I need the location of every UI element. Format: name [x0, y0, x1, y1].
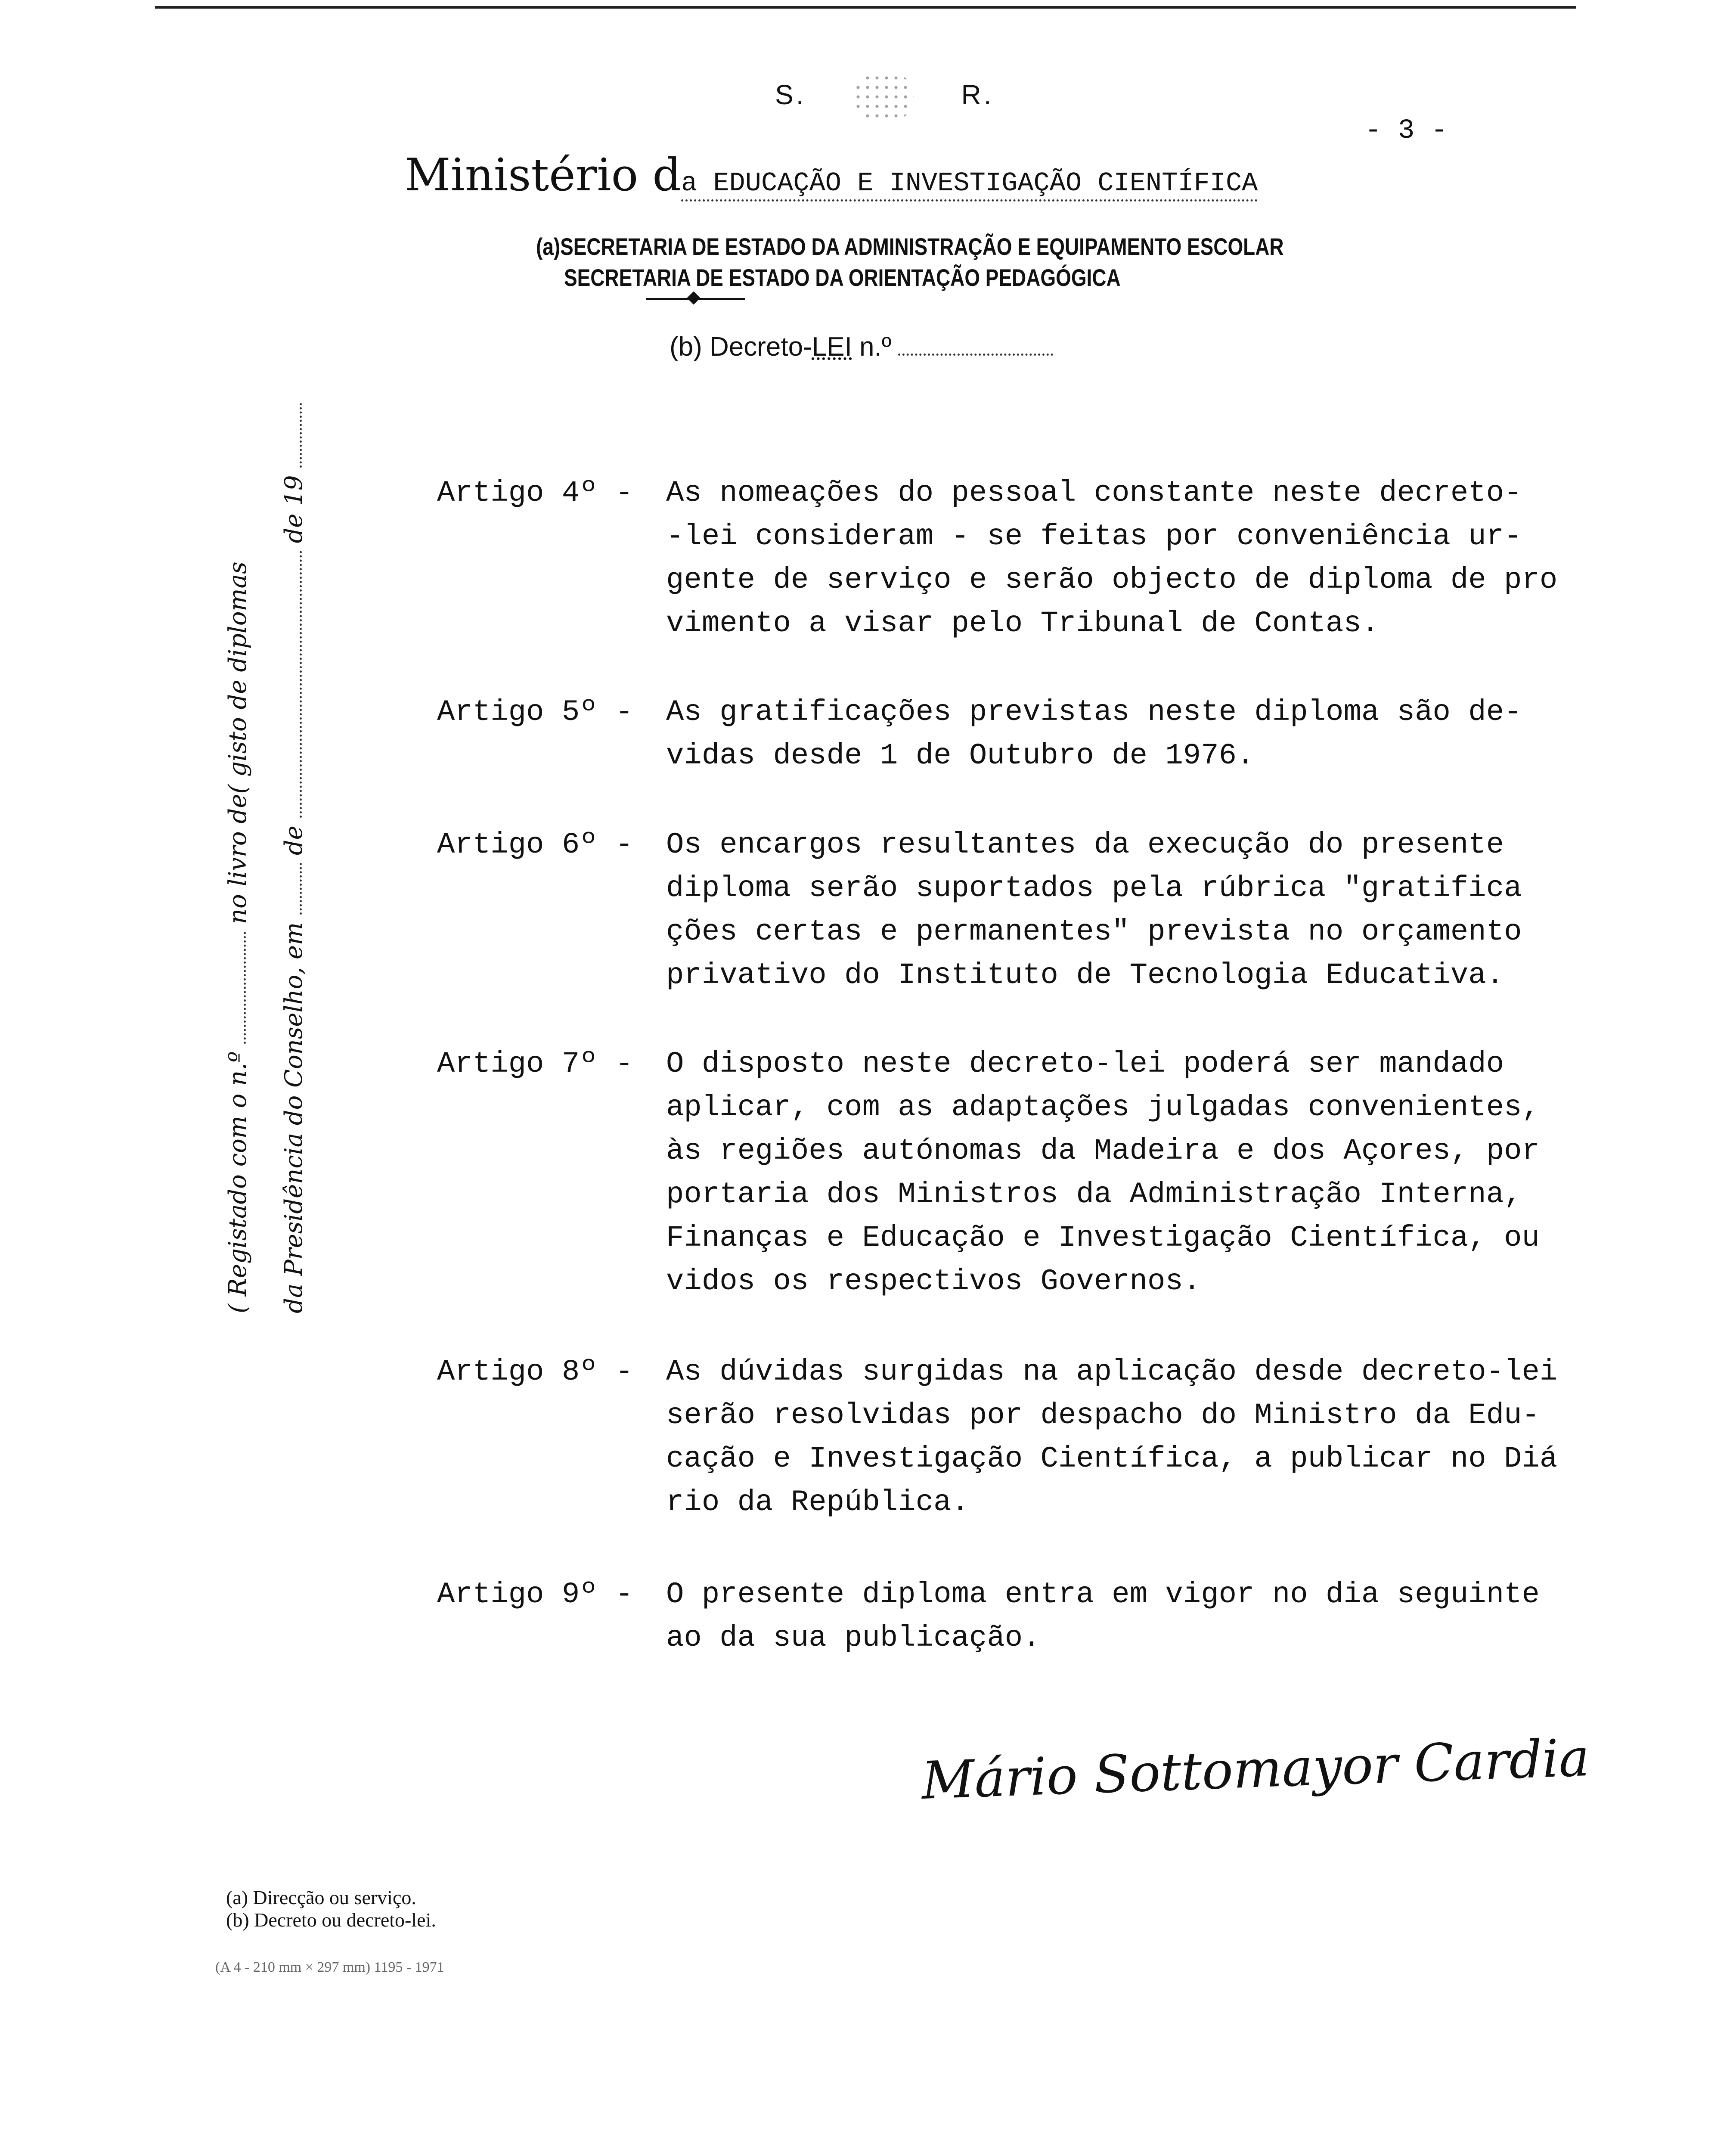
article-body [666, 1350, 1557, 1524]
article-line: gente de serviço e serão objecto de diploma de pro [666, 563, 1558, 597]
article-line: cação e Investigação Científica, a publicar no Diá [666, 1442, 1558, 1476]
margin-text: da Presidência do Conselho, em [280, 922, 308, 1313]
seal-letter-s: S. [775, 79, 806, 110]
article-line: serão resolvidas por despacho do Ministro da Edu- [666, 1399, 1540, 1432]
page-number: - 3 - [1365, 115, 1448, 146]
decreto-heading [670, 332, 1053, 362]
margin-text: gisto de diplomas [224, 562, 252, 777]
decreto-lei: LEI [812, 332, 852, 362]
footnote-b: (b) Decreto ou decreto-lei. [226, 1909, 436, 1931]
article-body [666, 1573, 1540, 1660]
secretaria-line-1: (a)SECRETARIA DE ESTADO DA ADMINISTRAÇÃO E EQUIPAMENTO ESCOLAR [536, 233, 1284, 260]
article-line: As dúvidas surgidas na aplicação desde decreto-lei [666, 1355, 1558, 1389]
secretaria-line-2: SECRETARIA DE ESTADO DA ORIENTAÇÃO PEDAGÓGICA [564, 264, 1121, 291]
article-line: portaria dos Ministros da Administração Interna, [666, 1178, 1522, 1211]
ornamental-divider [646, 298, 745, 300]
seal-letter-r: R. [961, 79, 994, 110]
article-line: O presente diploma entra em vigor no dia seguinte [666, 1578, 1540, 1611]
margin-registration-line-1 [224, 562, 252, 1313]
margin-text: no livro de( [224, 784, 252, 924]
article-line: rio da República. [666, 1486, 969, 1519]
article-line: às regiões autónomas da Madeira e dos Açores, por [666, 1134, 1540, 1168]
article-body [666, 823, 1522, 997]
article-line: -lei consideram - se feitas por conveniência ur- [666, 520, 1522, 553]
article-line: ções certas e permanentes" prevista no orçamento [666, 915, 1522, 949]
top-border-line [155, 6, 1576, 9]
blank-field [300, 403, 302, 468]
article-line: As nomeações do pessoal constante neste decreto- [666, 476, 1522, 510]
coat-of-arms-icon [853, 73, 914, 121]
article-label: Artigo 6º - [437, 828, 633, 862]
article-label: Artigo 7º - [437, 1047, 633, 1081]
article-line: diploma serão suportados pela rúbrica "gratifica [666, 872, 1522, 905]
decreto-suffix: n.º [852, 332, 892, 362]
decreto-prefix: (b) Decreto- [670, 332, 812, 362]
blank-field [300, 863, 302, 915]
decreto-number-blank [898, 354, 1053, 356]
article-line: ao da sua publicação. [666, 1621, 1041, 1655]
signature: Mário Sottomayor Cardia [921, 1728, 1590, 1812]
ministry-prefix: Ministério d [405, 149, 681, 201]
article-label: Artigo 8º - [437, 1355, 633, 1389]
ministry-heading [405, 149, 1258, 201]
article-line: Os encargos resultantes da execução do presente [666, 828, 1504, 862]
article-body [666, 1042, 1540, 1303]
article-line: aplicar, com as adaptações julgadas convenientes, [666, 1091, 1540, 1124]
article-line: As gratificações previstas neste diploma são de- [666, 695, 1522, 729]
blank-field [244, 932, 246, 1044]
article-line: privativo do Instituto de Tecnologia Educativa. [666, 959, 1504, 992]
blank-field [300, 551, 302, 818]
article-label: Artigo 5º - [437, 695, 633, 729]
margin-text: de [280, 825, 308, 856]
margin-text: ( Registado com o n.º [224, 1051, 252, 1313]
article-label: Artigo 4º - [437, 476, 633, 510]
article-line: Finanças e Educação e Investigação Científica, ou [666, 1221, 1540, 1255]
article-line: vidos os respectivos Governos. [666, 1265, 1201, 1298]
ministry-name: a EDUCAÇÃO E INVESTIGAÇÃO CIENTÍFICA [681, 168, 1258, 202]
margin-text: de 19 [280, 475, 308, 543]
footnote-a: (a) Direcção ou serviço. [226, 1886, 416, 1908]
margin-registration-line-2 [280, 403, 308, 1313]
article-line: O disposto neste decreto-lei poderá ser mandado [666, 1047, 1504, 1081]
article-body [666, 691, 1522, 778]
republic-seal [775, 73, 994, 121]
article-body [666, 472, 1557, 645]
article-line: vimento a visar pelo Tribunal de Contas. [666, 607, 1380, 640]
article-label: Artigo 9º - [437, 1578, 633, 1611]
article-line: vidas desde 1 de Outubro de 1976. [666, 739, 1255, 772]
print-reference: (A 4 - 210 mm × 297 mm) 1195 - 1971 [215, 1959, 444, 1975]
